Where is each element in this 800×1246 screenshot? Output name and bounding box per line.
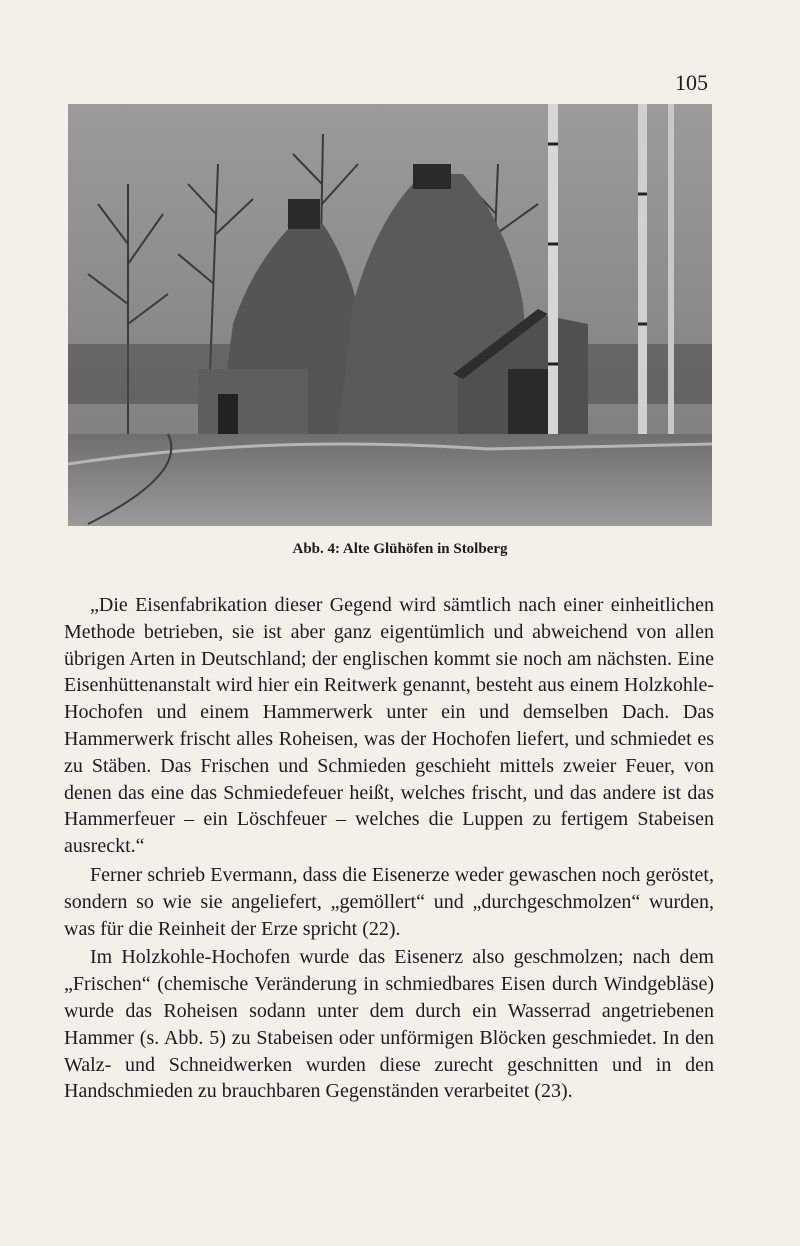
figure-caption: Abb. 4: Alte Glühöfen in Stolberg bbox=[292, 541, 508, 557]
page-number: 105 bbox=[675, 70, 708, 95]
photo-ovens-illustration bbox=[68, 104, 712, 526]
paragraph: „Die Eisenfabrikation dieser Gegend wird sämtlich nach einer einheitlichen Methode betrieben, sie ist aber ganz eigentümlich und abweichend von allen übrigen Arten in Deutschland; der englischen kommt sie noch am nächsten. Eine Eisenhüttenanstalt wird hier ein Reitwerk genannt, besteht aus einem Holzkohle-Hochofen und einem Hammerwerk unter ein und demselben Dach. Das Hammerwerk frischt alles Roheisen, was der Hochofen liefert, und schmiedet es zu Stäben. Das Frischen und Schmieden geschieht mittels zweier Feuer, von denen das eine das Schmiedefeuer heißt, welches frischt, und das andere ist das Hammerfeuer – ein Löschfeuer – welches die Luppen zu fertigem Stabeisen ausreckt.“ bbox=[64, 594, 714, 858]
paragraph: Ferner schrieb Evermann, dass die Eisenerze weder gewaschen noch geröstet, sondern so wie sie angeliefert, „gemöllert“ und „durchgeschmolzen“ wurden, was für die Reinheit der Erze spricht (22). bbox=[64, 863, 714, 940]
paragraph: Im Holzkohle-Hochofen wurde das Eisenerz also geschmolzen; nach dem „Frischen“ (chemische Veränderung in schmiedbares Eisen durch Windgebläse) wurde das Roheisen sodann unter dem durch ein Wasserrad angetriebenen Hammer (s. Abb. 5) zu Stabeisen oder unförmigen Blöcken geschmiedet. In den Walz- und Schneidwerken wurden diese zurecht geschnitten und in den Handschmieden zu brauchbaren Gegenständen verarbeitet (23). bbox=[64, 946, 714, 1103]
figure-photo bbox=[68, 104, 712, 526]
body-text bbox=[64, 592, 714, 1105]
